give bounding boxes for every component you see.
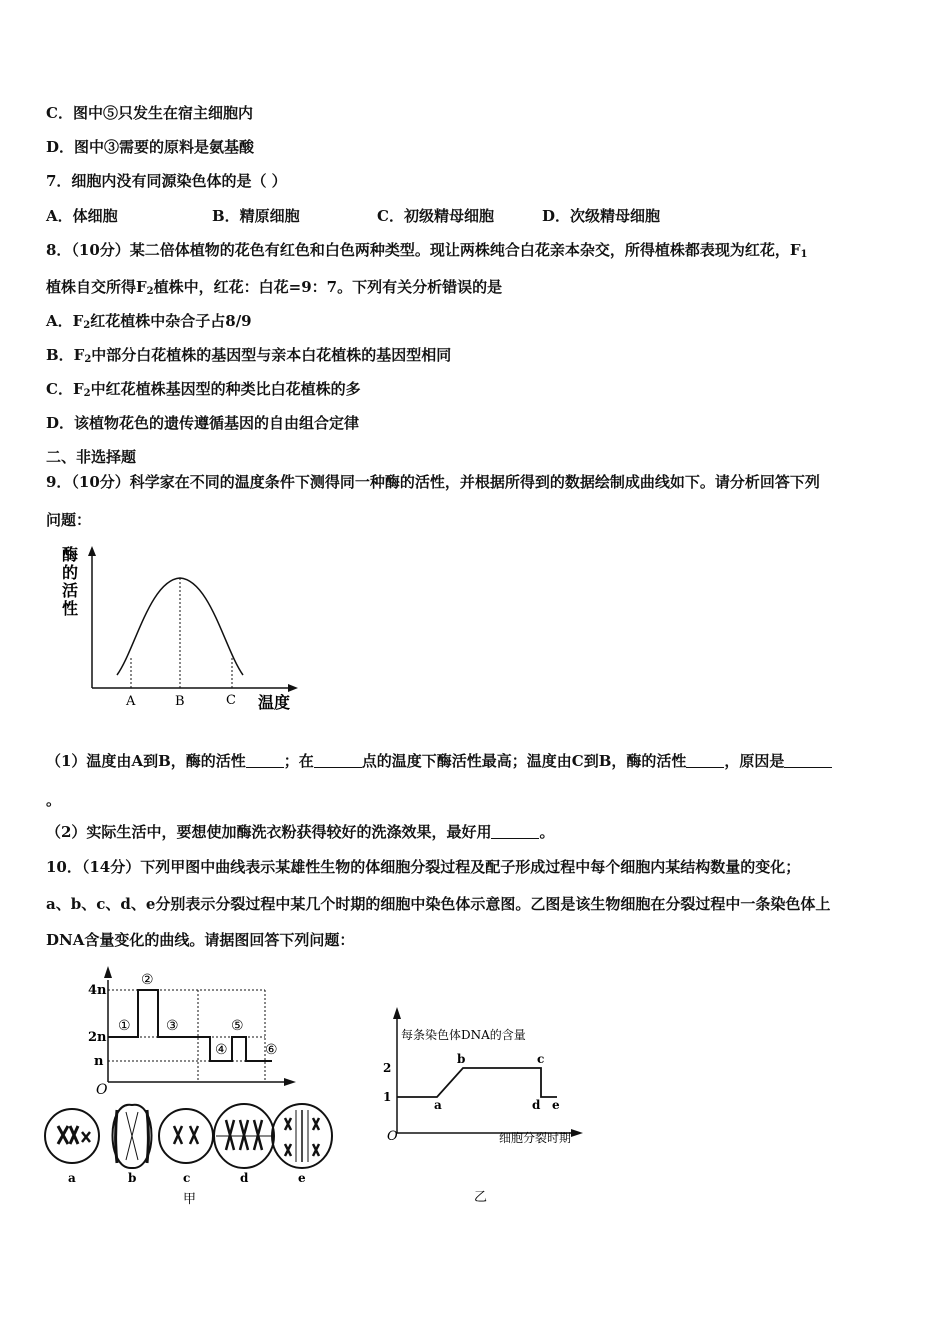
- q9-sub1-end: 。: [46, 791, 62, 809]
- q6-option-c: C．图中⑤只发生在宿主细胞内: [46, 104, 253, 122]
- svg-text:酶: 酶: [62, 545, 79, 564]
- yi-ylabel: 每条染色体DNA的含量: [401, 1028, 526, 1042]
- q10-stem-line3: DNA含量变化的曲线。请据图回答下列问题：: [46, 931, 355, 949]
- stage-1: ①: [118, 1018, 131, 1034]
- tick-b: B: [175, 694, 185, 709]
- yi-point-e: e: [552, 1098, 560, 1112]
- cell-label-a: a: [68, 1171, 76, 1185]
- answer-blank[interactable]: [246, 753, 284, 768]
- stage-5: ⑤: [231, 1018, 244, 1034]
- tick-c: C: [226, 693, 236, 708]
- answer-blank[interactable]: [314, 753, 362, 768]
- yi-x-arrow: [571, 1129, 583, 1137]
- q6-option-d: D．图中③需要的原料是氨基酸: [46, 138, 255, 156]
- q8-stem-line1: 8．（10分）某二倍体植物的花色有红色和白色两种类型。现让两株纯合白花亲本杂交，所得植株都表现为红花，$F_1$: [46, 241, 808, 260]
- jia-tick-2n: 2n: [88, 1030, 107, 1045]
- jia-step-curve: [108, 990, 272, 1061]
- svg-text:的: 的: [62, 563, 79, 582]
- x-axis-arrow: [288, 684, 298, 692]
- graph-xlabel: 温度: [258, 693, 291, 712]
- answer-blank[interactable]: [686, 753, 724, 768]
- section-heading: 二、非选择题: [46, 448, 137, 466]
- stage-6: ⑥: [265, 1042, 278, 1058]
- yi-y-arrow: [393, 1007, 401, 1019]
- yi-point-c: c: [537, 1052, 545, 1066]
- jia-y-arrow: [104, 966, 112, 978]
- y-axis-arrow: [88, 546, 96, 556]
- cell-a: [45, 1109, 99, 1163]
- q7-option-b: B．精原细胞: [212, 207, 300, 225]
- jia-tick-4n: 4n: [88, 983, 107, 998]
- yi-tick-1: 1: [383, 1090, 392, 1104]
- cell-label-e: e: [298, 1171, 306, 1185]
- q7-options: [46, 206, 906, 226]
- yi-origin: O: [387, 1129, 398, 1144]
- svg-text:性: 性: [62, 599, 79, 618]
- q7-option-a: A．体细胞: [46, 207, 118, 225]
- cell-label-d: d: [240, 1171, 249, 1185]
- yi-tick-2: 2: [383, 1061, 392, 1075]
- figure-jia: [40, 960, 340, 1210]
- q8-option-b: B．$F_2$中部分白花植株的基因型与亲本白花植株的基因型相同: [46, 346, 452, 365]
- q7-stem: 7．细胞内没有同源染色体的是（ ）: [46, 172, 287, 190]
- yi-point-b: b: [457, 1052, 466, 1066]
- yi-caption: 乙: [474, 1190, 488, 1205]
- q9-sub1: （1）温度由A到B，酶的活性 ；在 点的温度下酶活性最高；温度由C到B，酶的活性 ，原因是: [46, 751, 832, 771]
- q7-option-c: C．初级精母细胞: [377, 207, 494, 225]
- jia-x-arrow: [284, 1078, 296, 1086]
- q9-stem-line2: 问题：: [46, 511, 92, 529]
- q8-option-a: A．$F_2$红花植株中杂合子占8/9: [46, 312, 252, 331]
- cell-c: [159, 1109, 213, 1163]
- tick-a: A: [126, 694, 136, 709]
- cell-e: [272, 1104, 332, 1168]
- q10-stem-line2: a、b、c、d、e分别表示分裂过程中某几个时期的细胞中染色体示意图。乙图是该生物细胞在分裂过程中一条染色体上: [46, 895, 831, 913]
- cell-b: [113, 1105, 152, 1168]
- jia-caption: 甲: [183, 1192, 197, 1207]
- stage-2: ②: [141, 972, 154, 988]
- q7-option-d: D．次级精母细胞: [542, 207, 661, 225]
- figure-yi: [375, 1005, 595, 1210]
- cell-label-b: b: [128, 1171, 137, 1185]
- answer-blank[interactable]: [491, 824, 539, 839]
- graph-ylabel: [62, 545, 78, 618]
- jia-origin: O: [96, 1082, 108, 1098]
- enzyme-activity-graph: [60, 540, 320, 720]
- stage-4: ④: [215, 1042, 228, 1058]
- yi-point-a: a: [434, 1098, 442, 1112]
- q10-stem-line1: 10．（14分）下列甲图中曲线表示某雄性生物的体细胞分裂过程及配子形成过程中每个细胞内某结构数量的变化；: [46, 858, 801, 876]
- q8-option-c: C．$F_2$中红花植株基因型的种类比白花植株的多: [46, 380, 361, 399]
- svg-text:活: 活: [62, 581, 79, 600]
- stage-3: ③: [166, 1018, 179, 1034]
- yi-xlabel: 细胞分裂时期: [499, 1131, 572, 1145]
- cell-label-c: c: [183, 1171, 191, 1185]
- q9-stem-line1: 9．（10分）科学家在不同的温度条件下测得同一种酶的活性，并根据所得到的数据绘制成曲线如下。请分析回答下列: [46, 473, 820, 491]
- q8-option-d: D．该植物花色的遗传遵循基因的自由组合定律: [46, 414, 360, 432]
- cell-d: [214, 1104, 274, 1168]
- q9-sub2: （2）实际生活中，要想使加酶洗衣粉获得较好的洗涤效果，最好用 。: [46, 823, 555, 841]
- jia-tick-n: n: [94, 1054, 104, 1069]
- q8-stem-line2: 植株自交所得$F_2$植株中，红花：白花=9：7。下列有关分析错误的是: [46, 278, 503, 297]
- answer-blank[interactable]: [784, 753, 832, 768]
- yi-point-d: d: [532, 1098, 541, 1112]
- yi-curve: [397, 1068, 557, 1097]
